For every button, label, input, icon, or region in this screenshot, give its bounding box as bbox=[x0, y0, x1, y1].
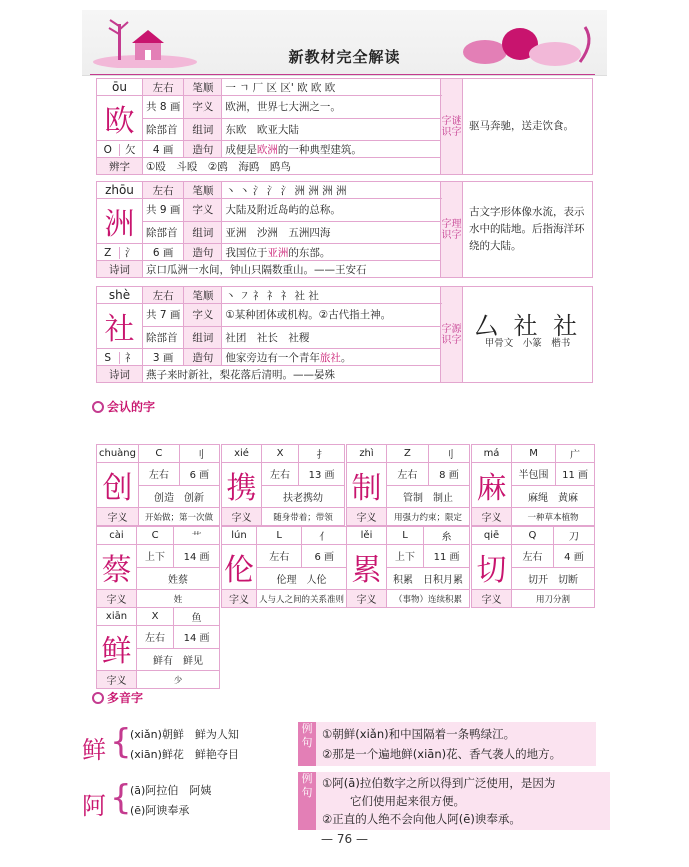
row4-label: 辨字 bbox=[97, 158, 143, 175]
card-meaning-label: 字义 bbox=[222, 508, 262, 526]
index-letter: Z bbox=[97, 247, 120, 259]
card-meaning: 人与人之间的关系准则 bbox=[257, 590, 347, 608]
sentence-pre: 我国位于 bbox=[225, 246, 268, 259]
side-text: 驱马奔驰，送走饮食。 bbox=[463, 79, 593, 175]
char-card-8 bbox=[96, 607, 220, 689]
row4-value: ①殴 斗殴 ②鸥 海鸥 鸥鸟 bbox=[143, 158, 441, 175]
side-label: 字谜识字 bbox=[441, 79, 463, 175]
index-letter: O bbox=[97, 144, 120, 156]
example-line: ①朝鲜(xiǎn)和中国隔着一条鸭绿江。 bbox=[322, 727, 516, 741]
card-meaning: 随身带着；带领 bbox=[262, 508, 345, 526]
sentence-post: 。 bbox=[340, 351, 352, 364]
card-meaning: （事物）连续积累 bbox=[387, 590, 470, 608]
card-meaning-label: 字义 bbox=[97, 671, 137, 689]
card-words: 切开 切断 bbox=[512, 567, 595, 590]
side-text: 古文字形体像水流，表示水中的陆地。后指海洋环绕的大陆。 bbox=[463, 182, 593, 278]
page-number: — 76 — bbox=[321, 832, 368, 846]
card-meaning-label: 字义 bbox=[97, 590, 137, 608]
card-pinyin: zhì bbox=[347, 445, 387, 463]
index-cell bbox=[97, 244, 143, 261]
card-stroke-count: 6 画 bbox=[302, 545, 347, 568]
sentence-post: 的东部。 bbox=[288, 246, 331, 259]
reading: (ē)阿谀奉承 bbox=[130, 804, 190, 817]
char-card-5 bbox=[221, 526, 347, 608]
card-structure: 左右 bbox=[139, 463, 180, 486]
card-meaning: 用刀分割 bbox=[512, 590, 595, 608]
glyph-evolution: ⼛ 社 社 bbox=[473, 311, 582, 340]
card-words: 伦理 人伦 bbox=[257, 567, 347, 590]
card-structure: 半包围 bbox=[512, 463, 556, 486]
meaning: 大陆及附近岛屿的总称。 bbox=[222, 199, 441, 222]
sentence-label: 造句 bbox=[184, 141, 222, 158]
headword: 欧 bbox=[97, 96, 143, 141]
stroke-sequence: 一 ㄱ 厂 区 区' 欧 欧 欧 bbox=[222, 79, 441, 96]
index-letter: S bbox=[97, 352, 120, 364]
card-pinyin: má bbox=[472, 445, 512, 463]
index-radical: 欠 bbox=[125, 143, 136, 156]
meaning-label: 字义 bbox=[184, 96, 222, 119]
header-divider bbox=[90, 74, 595, 75]
sentence-label: 造句 bbox=[184, 244, 222, 261]
card-meaning-label: 字义 bbox=[347, 508, 387, 526]
sentence-label: 造句 bbox=[184, 349, 222, 366]
char-card-6 bbox=[346, 526, 470, 608]
example-line: ①阿(ā)拉伯数字之所以得到广泛使用，是因为 bbox=[322, 776, 556, 790]
section-title: 多音字 bbox=[107, 691, 144, 705]
radical-strokes: 6 画 bbox=[143, 244, 184, 261]
sentence bbox=[222, 141, 441, 158]
structure: 左右 bbox=[143, 79, 184, 96]
card-char: 携 bbox=[222, 463, 262, 508]
section-recognize-heading bbox=[92, 398, 155, 415]
card-structure: 左右 bbox=[262, 463, 299, 486]
card-char: 蔡 bbox=[97, 545, 137, 590]
card-index-letter: X bbox=[137, 608, 174, 626]
card-char: 创 bbox=[97, 463, 139, 508]
meaning-label: 字义 bbox=[184, 304, 222, 327]
card-index-letter: L bbox=[387, 527, 424, 545]
glyph-caption: 甲骨文 小篆 楷书 bbox=[484, 337, 571, 349]
index-radical: 氵 bbox=[125, 246, 136, 259]
card-meaning-label: 字义 bbox=[472, 590, 512, 608]
index-cell bbox=[97, 141, 143, 158]
radical-label: 除部首 bbox=[143, 326, 184, 349]
pinyin: zhōu bbox=[97, 182, 143, 199]
sentence-em: 亚洲 bbox=[267, 246, 289, 259]
sentence-em: 旅社 bbox=[319, 351, 341, 364]
side-label: 字理识字 bbox=[441, 182, 463, 278]
card-index-radical: 刂 bbox=[179, 445, 219, 463]
structure: 左右 bbox=[143, 287, 184, 304]
stroke-count: 共 7 画 bbox=[143, 304, 184, 327]
magnifier-icon bbox=[92, 401, 104, 413]
card-index-radical: 艹 bbox=[174, 527, 220, 545]
polyphone-char: 阿 bbox=[82, 792, 106, 820]
order-label: 笔顺 bbox=[184, 182, 222, 199]
words-label: 组词 bbox=[184, 326, 222, 349]
card-stroke-count: 11 画 bbox=[556, 463, 595, 486]
card-index-radical: 亻 bbox=[302, 527, 347, 545]
card-index-letter: M bbox=[512, 445, 556, 463]
side-glyph-cell bbox=[463, 287, 593, 383]
card-meaning-label: 字义 bbox=[222, 590, 257, 608]
sentence-pre: 他家旁边有一个青年 bbox=[225, 351, 320, 364]
words-label: 组词 bbox=[184, 221, 222, 244]
card-index-letter: L bbox=[257, 527, 302, 545]
card-stroke-count: 13 画 bbox=[299, 463, 345, 486]
brace-icon: { bbox=[110, 722, 132, 762]
words: 东欧 欧亚大陆 bbox=[222, 118, 441, 141]
card-pinyin: xiān bbox=[97, 608, 137, 626]
card-stroke-count: 14 画 bbox=[174, 626, 220, 649]
card-index-radical: 扌 bbox=[299, 445, 345, 463]
radical-label: 除部首 bbox=[143, 221, 184, 244]
index-radical: 礻 bbox=[125, 351, 136, 364]
char-card-she bbox=[96, 286, 593, 383]
card-pinyin: chuàng bbox=[97, 445, 139, 463]
card-char: 制 bbox=[347, 463, 387, 508]
card-words: 鲜有 鲜见 bbox=[137, 648, 220, 671]
card-char: 切 bbox=[472, 545, 512, 590]
reading: (xiān)鲜花 鲜艳夺目 bbox=[130, 748, 239, 761]
reading: (xiǎn)朝鲜 鲜为人知 bbox=[130, 728, 239, 741]
char-card-3 bbox=[471, 444, 595, 526]
card-meaning: 一种草本植物 bbox=[512, 508, 595, 526]
card-meaning: 姓 bbox=[137, 590, 220, 608]
card-stroke-count: 8 画 bbox=[428, 463, 469, 486]
card-index-radical: 刂 bbox=[428, 445, 469, 463]
radical-strokes: 4 画 bbox=[143, 141, 184, 158]
card-structure: 左右 bbox=[512, 545, 554, 568]
card-pinyin: xié bbox=[222, 445, 262, 463]
card-words: 创造 创新 bbox=[139, 485, 220, 508]
example-line: ②正直的人绝不会向他人阿(ē)谀奉承。 bbox=[322, 812, 521, 826]
example-tag: 例句 bbox=[301, 722, 313, 749]
sentence-em: 欧洲 bbox=[256, 143, 278, 156]
card-stroke-count: 6 画 bbox=[179, 463, 219, 486]
example-box-xian bbox=[298, 722, 596, 766]
words: 社团 社长 社稷 bbox=[222, 326, 441, 349]
card-meaning-label: 字义 bbox=[347, 590, 387, 608]
card-char: 鲜 bbox=[97, 626, 137, 671]
meaning: 欧洲，世界七大洲之一。 bbox=[222, 96, 441, 119]
card-stroke-count: 14 画 bbox=[174, 545, 220, 568]
headword: 洲 bbox=[97, 199, 143, 244]
card-pinyin: lún bbox=[222, 527, 257, 545]
card-structure: 左右 bbox=[257, 545, 302, 568]
radical-strokes: 3 画 bbox=[143, 349, 184, 366]
card-structure: 左右 bbox=[387, 463, 429, 486]
stroke-count: 共 9 画 bbox=[143, 199, 184, 222]
card-pinyin: cài bbox=[97, 527, 137, 545]
card-meaning-label: 字义 bbox=[472, 508, 512, 526]
card-index-letter: C bbox=[139, 445, 180, 463]
card-meaning: 开始做；第一次做 bbox=[139, 508, 220, 526]
side-label: 字源识字 bbox=[441, 287, 463, 383]
card-index-letter: C bbox=[137, 527, 174, 545]
card-index-radical: 鱼 bbox=[174, 608, 220, 626]
card-index-letter: Z bbox=[387, 445, 429, 463]
polyphone-a bbox=[80, 774, 280, 824]
order-label: 笔顺 bbox=[184, 79, 222, 96]
card-structure: 上下 bbox=[137, 545, 174, 568]
sentence bbox=[222, 349, 441, 366]
meaning: ①某种团体或机构。②古代指土神。 bbox=[222, 304, 441, 327]
sentence bbox=[222, 244, 441, 261]
meaning-label: 字义 bbox=[184, 199, 222, 222]
char-card-ou bbox=[96, 78, 593, 175]
polyphone-char: 鲜 bbox=[82, 736, 106, 764]
polyphone-xian bbox=[80, 720, 280, 770]
pinyin: ōu bbox=[97, 79, 143, 96]
example-line: ②那是一个遍地鲜(xiān)花、香气袭人的地方。 bbox=[322, 747, 562, 761]
words: 亚洲 沙洲 五洲四海 bbox=[222, 221, 441, 244]
card-words: 管制 制止 bbox=[387, 485, 470, 508]
sentence-pre: 成便是 bbox=[225, 143, 257, 156]
pinyin: shè bbox=[97, 287, 143, 304]
card-index-letter: Q bbox=[512, 527, 554, 545]
card-index-letter: X bbox=[262, 445, 299, 463]
radical-label: 除部首 bbox=[143, 118, 184, 141]
page-title: 新教材完全解读 bbox=[288, 48, 401, 66]
card-meaning: 少 bbox=[137, 671, 220, 689]
card-words: 积累 日积月累 bbox=[387, 567, 470, 590]
card-words: 麻绳 黄麻 bbox=[512, 485, 595, 508]
index-cell bbox=[97, 349, 143, 366]
row4-label: 诗词 bbox=[97, 261, 143, 278]
leaves-decoration-icon bbox=[445, 22, 600, 72]
char-card-zhou bbox=[96, 181, 593, 278]
card-structure: 左右 bbox=[137, 626, 174, 649]
order-label: 笔顺 bbox=[184, 287, 222, 304]
card-index-radical: 刀 bbox=[553, 527, 594, 545]
card-meaning: 用强力约束；限定 bbox=[387, 508, 470, 526]
char-card-0 bbox=[96, 444, 220, 526]
card-index-radical: 广 bbox=[556, 445, 595, 463]
card-char: 麻 bbox=[472, 463, 512, 508]
card-char: 伦 bbox=[222, 545, 257, 590]
words-label: 组词 bbox=[184, 118, 222, 141]
row4-value: 燕子来时新社，梨花落后清明。——晏殊 bbox=[143, 366, 441, 383]
reading: (ā)阿拉伯 阿姨 bbox=[130, 784, 212, 797]
card-pinyin: qiē bbox=[472, 527, 512, 545]
section-title: 会认的字 bbox=[107, 400, 156, 414]
stroke-count: 共 8 画 bbox=[143, 96, 184, 119]
char-card-2 bbox=[346, 444, 470, 526]
card-stroke-count: 4 画 bbox=[553, 545, 594, 568]
char-card-1 bbox=[221, 444, 345, 526]
char-card-4 bbox=[96, 526, 220, 608]
sentence-post: 的一种典型建筑。 bbox=[277, 143, 362, 156]
row4-value: 京口瓜洲一水间，钟山只隔数重山。——王安石 bbox=[143, 261, 441, 278]
example-line: 它们使用起来很方便。 bbox=[350, 794, 465, 808]
card-char: 累 bbox=[347, 545, 387, 590]
example-tag: 例句 bbox=[301, 772, 313, 799]
row4-label: 诗词 bbox=[97, 366, 143, 383]
card-structure: 上下 bbox=[387, 545, 424, 568]
card-pinyin: lěi bbox=[347, 527, 387, 545]
stroke-sequence: 丶 丶 氵 氵 氵 洲 洲 洲 洲 bbox=[222, 182, 441, 199]
section-polyphone-heading bbox=[92, 689, 143, 706]
example-box-a bbox=[298, 772, 610, 830]
card-words: 姓蔡 bbox=[137, 567, 220, 590]
char-card-7 bbox=[471, 526, 595, 608]
brace-icon: { bbox=[110, 778, 132, 818]
house-tree-decoration-icon bbox=[90, 18, 200, 68]
stroke-sequence: 丶 ㇇ 礻 礻 礻 社 社 bbox=[222, 287, 441, 304]
card-words: 扶老携幼 bbox=[262, 485, 345, 508]
magnifier-icon bbox=[92, 692, 104, 704]
headword: 社 bbox=[97, 304, 143, 349]
structure: 左右 bbox=[143, 182, 184, 199]
card-meaning-label: 字义 bbox=[97, 508, 139, 526]
card-index-radical: 糸 bbox=[424, 527, 470, 545]
card-stroke-count: 11 画 bbox=[424, 545, 470, 568]
